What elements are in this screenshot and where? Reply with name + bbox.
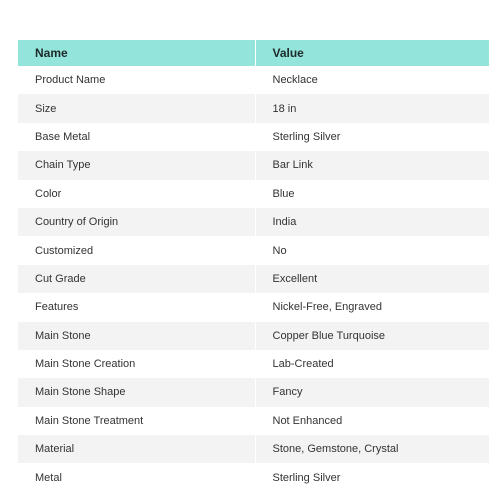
table-row (18, 350, 489, 378)
table-row (18, 236, 489, 264)
table-row (18, 378, 489, 406)
row-value-cell: Nickel-Free, Engraved (255, 293, 489, 321)
table-row (18, 151, 489, 179)
row-name-cell: Material (18, 435, 255, 463)
table-row (18, 94, 489, 122)
row-value-cell: Necklace (255, 66, 489, 94)
column-header-name: Name (18, 40, 255, 66)
row-name-cell: Metal (18, 463, 255, 491)
row-value-cell: 18 in (255, 94, 489, 122)
product-spec-table-container (18, 40, 489, 492)
row-value-cell: Excellent (255, 265, 489, 293)
table-row (18, 208, 489, 236)
row-value-cell: Stone, Gemstone, Crystal (255, 435, 489, 463)
row-name-cell: Main Stone Creation (18, 350, 255, 378)
row-name-cell: Chain Type (18, 151, 255, 179)
row-name-cell: Color (18, 180, 255, 208)
row-name-cell: Country of Origin (18, 208, 255, 236)
row-value-cell: Copper Blue Turquoise (255, 322, 489, 350)
row-value-cell: India (255, 208, 489, 236)
table-row (18, 123, 489, 151)
row-name-cell: Features (18, 293, 255, 321)
table-row (18, 293, 489, 321)
row-value-cell: Not Enhanced (255, 407, 489, 435)
table-row (18, 435, 489, 463)
row-value-cell: Blue (255, 180, 489, 208)
table-header (18, 40, 489, 66)
table-row (18, 463, 489, 491)
row-value-cell: Fancy (255, 378, 489, 406)
table-header-row (18, 40, 489, 66)
row-name-cell: Customized (18, 236, 255, 264)
table-row (18, 407, 489, 435)
row-name-cell: Main Stone Treatment (18, 407, 255, 435)
row-value-cell: Sterling Silver (255, 123, 489, 151)
row-name-cell: Base Metal (18, 123, 255, 151)
product-spec-table (18, 40, 489, 492)
row-name-cell: Cut Grade (18, 265, 255, 293)
table-row (18, 265, 489, 293)
column-header-value: Value (255, 40, 489, 66)
row-name-cell: Main Stone Shape (18, 378, 255, 406)
table-row (18, 66, 489, 94)
row-value-cell: Lab-Created (255, 350, 489, 378)
row-value-cell: Bar Link (255, 151, 489, 179)
row-name-cell: Product Name (18, 66, 255, 94)
table-row (18, 322, 489, 350)
row-name-cell: Main Stone (18, 322, 255, 350)
table-row (18, 180, 489, 208)
row-value-cell: No (255, 236, 489, 264)
row-value-cell: Sterling Silver (255, 463, 489, 491)
row-name-cell: Size (18, 94, 255, 122)
table-body (18, 66, 489, 492)
